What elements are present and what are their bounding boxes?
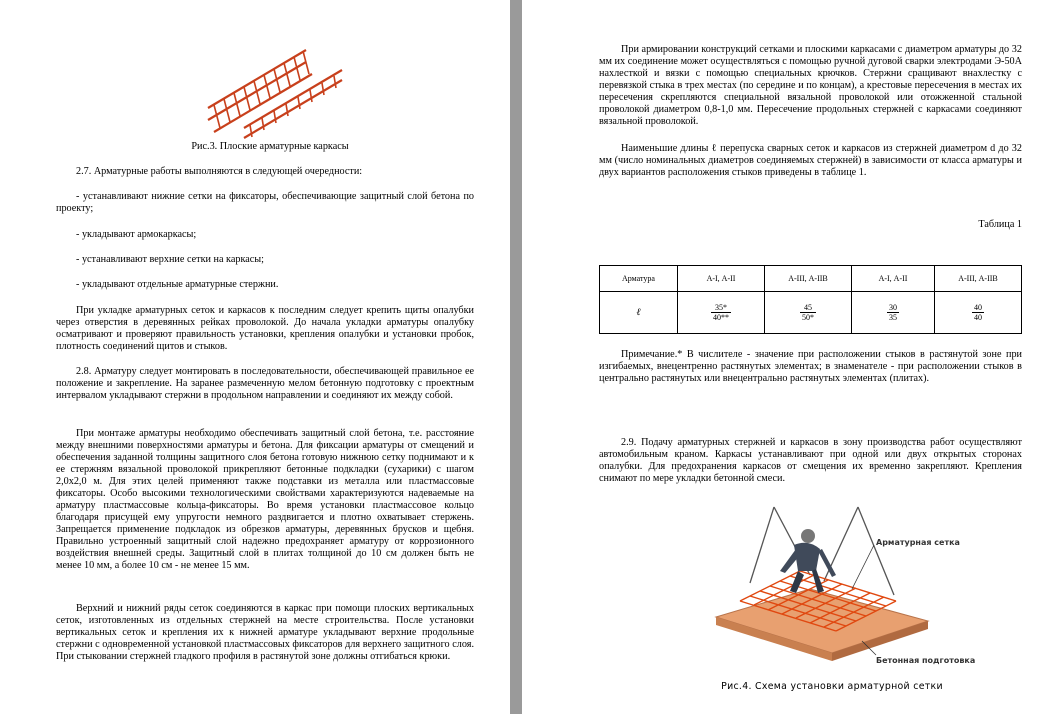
page-divider	[510, 0, 522, 714]
left-page	[0, 0, 510, 714]
paragraph-armirovanie: При армировании конструкций сетками и плоскими каркасами с диаметром арматуры до 32 мм их соединение может осуществляться с помощью ручной дуговой сварки электродами Э-50А нахлесткой и вязки с помощью специальных крючков. Стержни сращивают внахлестку с перевязкой стыка в трех местах (по середине и по концам), а крестовые пересечения в местах их пересечения скрепляются специальной вязальной проволокой или отожженной стальной проволокой диаметром 0,8-1,0 мм. Пересечение продольных стержней с каркасами соединяют вязальной проволокой.	[599, 44, 1022, 127]
list-item-2: - укладывают армокаркасы;	[76, 229, 197, 240]
paragraph-ukladka: При укладке арматурных сеток и каркасов к последним следует крепить щиты опалубки через отверстия в деревянных рейках проволокой. До начала укладки арматуры опалубку осматривают и проверяют правильность установки, крепления опалубки и установки пробок, плотность соединений щитов и стыков.	[56, 305, 474, 352]
list-item-4: - укладывают отдельные арматурные стержни.	[76, 279, 279, 290]
table-title: Таблица 1	[978, 219, 1022, 230]
table-cell: $\frac{45}{50*}$	[765, 292, 852, 334]
paragraph-2-8: 2.8. Арматуру следует монтировать в последовательности, обеспечивающей правильное ее положение и закрепление. На заранее размеченную мелом бетонную подготовку с проектным интервалом укладывают стержни в продольном направлении и соединяют их между собой.	[56, 366, 474, 401]
table-header-col2: А-III, А-IIВ	[765, 266, 852, 292]
section-2-7-heading: 2.7. Арматурные работы выполняются в следующей очередности:	[76, 166, 363, 177]
right-page	[522, 0, 1042, 714]
overlap-length-table	[599, 265, 1022, 334]
paragraph-note: Примечание.* В числителе - значение при расположении стыков в растянутой зоне при изгибаемых, внецентренно растянутых элементах; в знаменателе - при расположении стыков в центрально растянутых или внецентрально растянутых элементах (плитах).	[599, 349, 1022, 384]
list-item-1: - устанавливают нижние сетки на фиксаторы, обеспечивающие защитный слой бетона по проекту;	[56, 191, 474, 214]
table-header-col4: А-III, А-IIВ	[935, 266, 1022, 292]
table-header-col1: А-I, А-II	[678, 266, 765, 292]
table-cell: $\frac{30}{35}$	[852, 292, 935, 334]
figure-4-mesh-installation	[712, 505, 976, 677]
table-cell: $\frac{40}{40}$	[935, 292, 1022, 334]
figure-4-caption: Рис.4. Схема установки арматурной сетки	[721, 681, 943, 692]
table-header-armatura: Арматура	[600, 266, 678, 292]
list-item-3: - устанавливают верхние сетки на каркасы;	[76, 254, 264, 265]
table-cell: $\frac{35*}{40**}$	[678, 292, 765, 334]
figure-3-rebar-cages	[200, 40, 350, 140]
fig4-label-mesh: Арматурная сетка	[876, 538, 960, 547]
paragraph-dliny: Наименьшие длины ℓ перепуска сварных сеток и каркасов из стержней диаметром d до 32 мм (число номинальных диаметров соединяемых стержней) в зависимости от класса арматуры и двух вариантов расположения стыков приведены в таблице 1.	[599, 143, 1022, 178]
paragraph-montazh: При монтаже арматуры необходимо обеспечивать защитный слой бетона, т.е. расстояние между внешними поверхностями арматуры и бетона. Для фиксации арматуры от смещений и обеспечения заданной толщины защитного слоя бетона готовую нижнюю сетку поднимают и к ее стержням вязальной проволокой прикрепляют бетонные подкладки (сухарики) с шагом 2,0х2,0 м. Для этих целей применяют также подставки из металла или пластмассовые фиксаторы. Особо высокими технологическими свойствами характеризуются надеваемые на арматуру пластмассовые кольца-фиксаторы. Во время установки пластмассовое кольцо благодаря присущей ему упругости немного раздвигается и плотно охватывает стержень. Запрещается применение подкладок из обрезков арматуры, деревянных брусков и щебня. Правильно устроенный защитный слой надежно предохраняет арматуру от коррозионного воздействия внешней среды. Защитный слой в плитах толщиной до 10 см должен быть не менее 10 мм, а более 10 см - не менее 15 мм.	[56, 428, 474, 571]
figure-3-caption: Рис.3. Плоские арматурные каркасы	[191, 141, 349, 152]
table-header-col3: А-I, А-II	[852, 266, 935, 292]
paragraph-2-9: 2.9. Подачу арматурных стержней и каркасов в зону производства работ осуществляют автомобильным краном. Каркасы устанавливают при одной или двух открытых сторонах опалубки. Для предохранения каркасов от смещения их временно закрепляют. Крепления снимают по мере укладки бетонной смеси.	[599, 437, 1022, 484]
paragraph-ryady: Верхний и нижний ряды сеток соединяются в каркас при помощи плоских вертикальных сеток, изготовленных из отдельных стержней на месте строительства. После установки вертикальных сеток и крепления их к нижней арматуре укладывают верхние продольные стержни с одновременной установкой пластмассовых фиксаторов для верхнего защитного слоя. При стыковании стержней гладкого профиля в растянутой зоне должны отгибаться крюки.	[56, 603, 474, 662]
table-row-label: ℓ	[600, 292, 678, 334]
fig4-label-base: Бетонная подготовка	[876, 656, 976, 665]
